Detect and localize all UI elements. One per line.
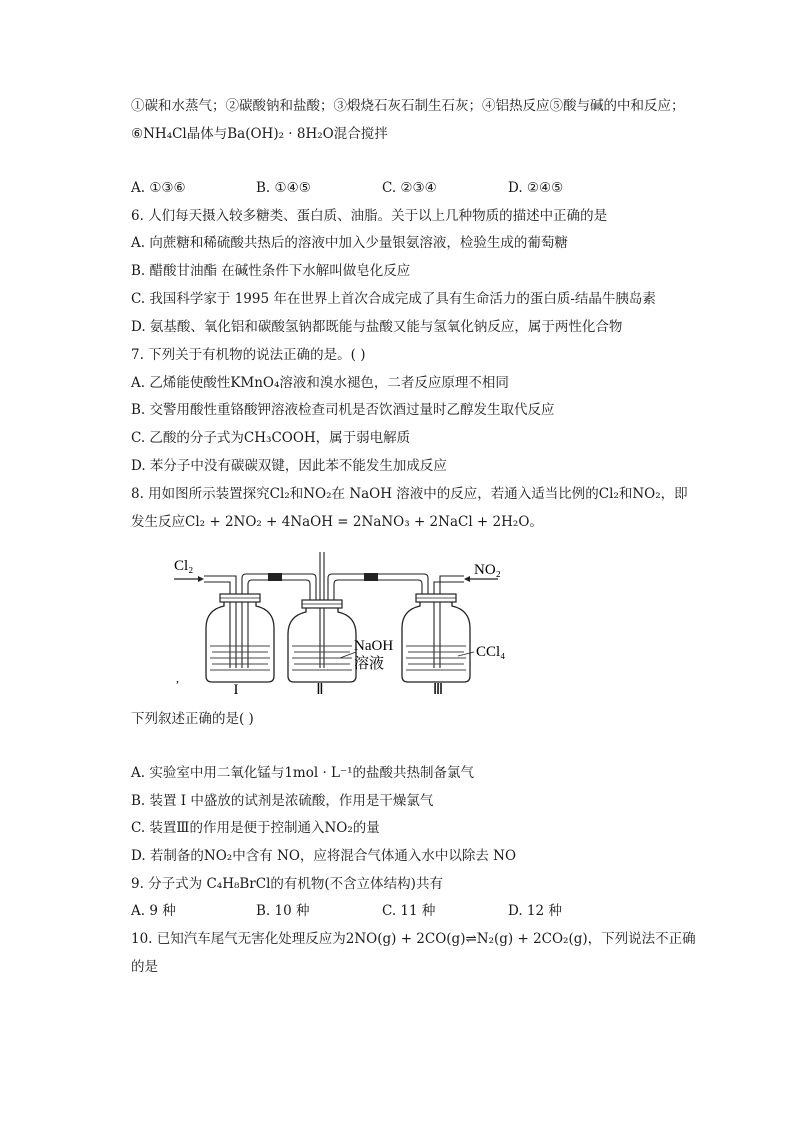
ccl4-leader xyxy=(458,652,474,656)
q6-option-d: D. 氨基酸、氧化铝和碳酸氢钠都既能与盐酸又能与氢氧化钠反应，属于两性化合物 xyxy=(131,319,623,335)
q10-stem-line-1: 10. 已知汽车尾气无害化处理反应为2NO(g) + 2CO(g)⇌N₂(g) + 2CO₂(g)，下列说法不正确 xyxy=(131,931,696,947)
q10-stem-line-2: 的是 xyxy=(131,959,158,975)
q8-option-c: C. 装置Ⅲ的作用是便于控制通入NO₂的量 xyxy=(131,820,380,836)
q8-stem-line-2: 发生反应Cl₂ + 2NO₂ + 4NaOH = 2NaNO₃ + 2NaCl + 2H₂O。 xyxy=(131,514,543,530)
bottle-i xyxy=(206,594,274,682)
connecting-tubes xyxy=(204,552,464,668)
q5-option-d: D. ②④⑤ xyxy=(508,180,564,196)
ccl4-label: CCl₄ xyxy=(476,644,506,660)
no2-arrowhead xyxy=(464,576,470,582)
q6-stem: 6. 人们每天摄入较多糖类、蛋白质、油脂。关于以上几种物质的描述中正确的是 xyxy=(131,208,608,224)
q5-option-a: A. ①③⑥ xyxy=(131,180,186,196)
q6-option-b: B. 醋酸甘油酯 在碱性条件下水解叫做皂化反应 xyxy=(131,263,411,279)
q6-option-a: A. 向蔗糖和稀硫酸共热后的溶液中加入少量银氨溶液，检验生成的葡萄糖 xyxy=(131,235,568,251)
q9-option-c: C. 11 种 xyxy=(382,903,436,919)
gas-bottles-apparatus-figure xyxy=(168,548,528,698)
bottle-label-iii: Ⅲ xyxy=(432,682,444,698)
q8-option-a: A. 实验室中用二氧化锰与1mol · L⁻¹的盐酸共热制备氯气 xyxy=(131,765,475,781)
q7-option-d: D. 苯分子中没有碳碳双键，因此苯不能发生加成反应 xyxy=(131,458,447,474)
q5-reactions-line-1: ①碳和水蒸气；②碳酸钠和盐酸；③煅烧石灰石制生石灰；④铝热反应⑤酸与碱的中和反应； xyxy=(131,98,685,114)
q5-reactions-line-2: ⑥NH₄Cl晶体与Ba(OH)₂ · 8H₂O混合搅拌 xyxy=(131,126,388,142)
q5-option-c: C. ②③④ xyxy=(382,180,437,196)
q6-option-c: C. 我国科学家于 1995 年在世界上首次合成完成了具有生命活力的蛋白质-结晶牛胰岛素 xyxy=(131,291,656,307)
q8-question: 下列叙述正确的是( ) xyxy=(131,711,254,727)
q7-option-b: B. 交警用酸性重铬酸钾溶液检查司机是否饮酒过量时乙醇发生取代反应 xyxy=(131,402,555,418)
bottle-iii xyxy=(402,594,470,682)
q7-option-c: C. 乙酸的分子式为CH₃COOH，属于弱电解质 xyxy=(131,430,411,446)
bottle-label-ii: Ⅱ xyxy=(316,682,324,698)
q8-option-b: B. 装置 I 中盛放的试剂是浓硫酸，作用是干燥氯气 xyxy=(131,793,434,809)
q7-stem: 7. 下列关于有机物的说法正确的是。( ) xyxy=(131,347,366,363)
q8-stem-line-1: 8. 用如图所示装置探究Cl₂和NO₂在 NaOH 溶液中的反应，若通入适当比例的Cl₂和NO₂，即 xyxy=(131,486,688,502)
q9-option-d: D. 12 种 xyxy=(508,903,562,919)
no2-label: NO₂ xyxy=(474,562,501,578)
q7-option-a: A. 乙烯能使酸性KMnO₄溶液和溴水褪色，二者反应原理不相同 xyxy=(131,375,509,391)
q5-option-b: B. ①④⑤ xyxy=(256,180,311,196)
bottle-label-i: I xyxy=(233,682,239,698)
cl2-arrowhead xyxy=(198,576,204,582)
stray-mark: , xyxy=(176,671,179,685)
cl2-label: Cl₂ xyxy=(174,558,194,574)
q9-option-b: B. 10 种 xyxy=(256,903,310,919)
bottle-ii xyxy=(288,600,356,682)
q9-option-a: A. 9 种 xyxy=(131,903,176,919)
q8-option-d: D. 若制备的NO₂中含有 NO，应将混合气体通入水中以除去 NO xyxy=(131,848,517,864)
q9-stem: 9. 分子式为 C₄H₈BrCl的有机物(不含立体结构)共有 xyxy=(131,876,443,892)
solution-label: 溶液 xyxy=(354,654,385,672)
naoh-label: NaOH xyxy=(354,638,394,654)
